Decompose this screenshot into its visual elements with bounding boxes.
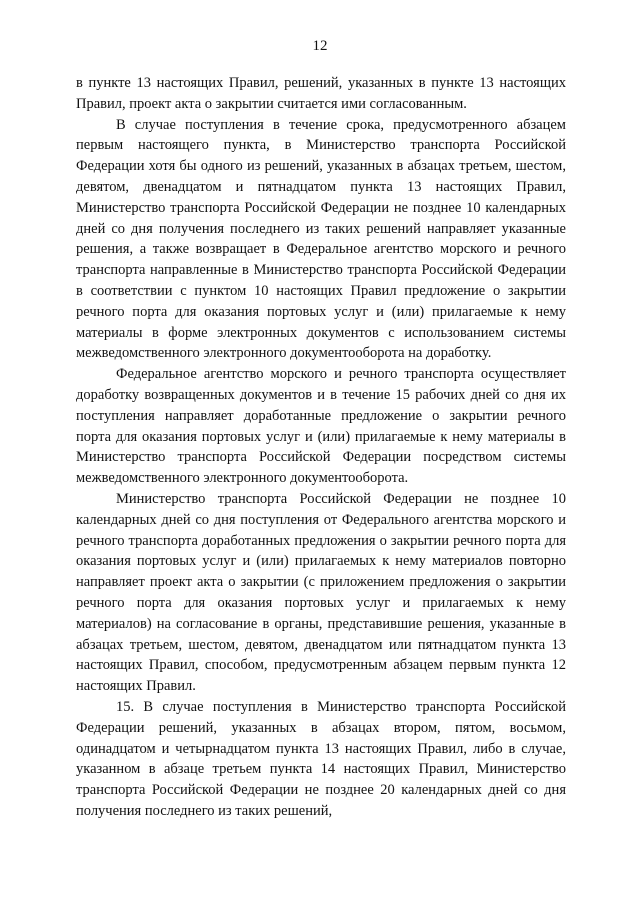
page-number: 12 xyxy=(312,38,328,54)
paragraph-agency-revision: Федеральное агентство морского и речного транспорта осуществляет доработку возвращенных документов и в течение 15 рабочих дней со дня их поступления направляет доработанные предложение о закрытии речного порта для оказания портовых услуг и (или) прилагаемые к нему материалы в Министерство транспорта Российской Федерации посредством системы межведомственного электронного документооборота. xyxy=(76,366,566,487)
paragraph-ministry-resubmission: Министерство транспорта Российской Федерации не позднее 10 календарных дней со дня поступления от Федерального агентства морского и речного транспорта доработанных предложения о закрытии речного порта для оказания портовых услуг и (или) прилагаемых к нему материалов повторно направляет проект акта о закрытии (с приложением предложения о закрытии речного порта для оказания портовых услуг и прилагаемых к нему материалов) на согласование в органы, представившие решения, указанные в абзацах третьем, шестом, девятом, двенадцатом или пятнадцатом пункта 13 настоящих Правил, способом, предусмотренным абзацем первым пункта 12 настоящих Правил. xyxy=(76,490,566,695)
paragraph-continuation: в пункте 13 настоящих Правил, решений, указанных в пункте 13 настоящих Правил, проект акта о закрытии считается ими согласованным. xyxy=(76,75,566,112)
paragraph-return-for-revision: В случае поступления в течение срока, предусмотренного абзацем первым настоящего пункта, в Министерство транспорта Российской Федерации хотя бы одного из решений, указанных в абзацах третьем, шестом, девятом, двенадцатом и пятнадцатом пункта 13 настоящих Правил, Министерство транспорта Российской Федерации не позднее 10 календарных дней со дня получения последнего из таких решений направляет указанные решения, а также возвращает в Федеральное агентство морского и речного транспорта направленные в Министерство транспорта Российской Федерации в соответствии с пунктом 10 настоящих Правил предложение о закрытии речного порта для оказания портовых услуг и (или) прилагаемые к нему материалы в форме электронных документов с использованием системы межведомственного электронного документооборота на доработку. xyxy=(76,116,566,362)
paragraph-item-15: 15. В случае поступления в Министерство транспорта Российской Федерации решений, указанных в абзацах втором, пятом, восьмом, одинадцатом и четырнадцатом пункта 13 настоящих Правил, либо в случае, указанном в абзаце третьем пункта 14 настоящих Правил, Министерство транспорта Российской Федерации не позднее 20 календарных дней со дня получения последнего из таких решений, xyxy=(76,698,566,819)
document-body xyxy=(76,73,566,822)
